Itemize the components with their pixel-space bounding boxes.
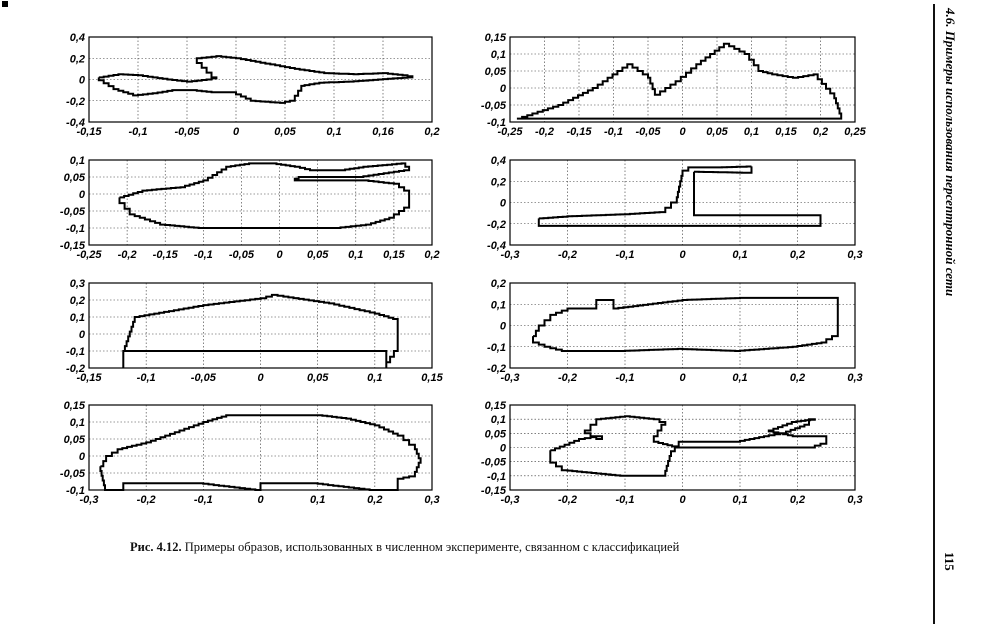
x-tick-label: -0,1 bbox=[193, 249, 213, 261]
x-tick-label: 0 bbox=[257, 494, 264, 506]
x-tick-label: -0,3 bbox=[500, 249, 520, 261]
x-tick-label: -0,15 bbox=[76, 126, 102, 138]
shape-contour bbox=[533, 298, 838, 351]
x-tick-label: 0,1 bbox=[348, 249, 364, 261]
x-tick-label: -0,3 bbox=[500, 372, 520, 384]
x-tick-label: 0,05 bbox=[306, 249, 329, 261]
caption-text: Примеры образов, использованных в численном эксперименте, связанном с классификацией bbox=[184, 540, 680, 554]
x-tick-label: -0,05 bbox=[190, 372, 216, 384]
x-tick-label: 0,15 bbox=[775, 126, 797, 138]
y-tick-label: 0,3 bbox=[69, 278, 85, 290]
x-tick-label: -0,1 bbox=[604, 126, 623, 138]
x-tick-label: 0,3 bbox=[847, 494, 863, 506]
x-tick-label: 0,3 bbox=[424, 494, 440, 506]
y-tick-label: 0,4 bbox=[490, 155, 506, 167]
x-tick-label: 0,2 bbox=[424, 249, 440, 261]
y-tick-label: 0,15 bbox=[484, 32, 506, 44]
y-tick-label: 0,15 bbox=[63, 400, 85, 412]
x-tick-label: -0,25 bbox=[76, 249, 102, 261]
x-tick-label: -0,3 bbox=[500, 494, 520, 506]
y-tick-label: 0 bbox=[78, 329, 85, 341]
x-tick-label: 0 bbox=[276, 249, 283, 261]
y-tick-label: 0,1 bbox=[490, 49, 506, 61]
y-tick-label: -0,15 bbox=[59, 240, 85, 252]
y-tick-label: 0,1 bbox=[490, 414, 506, 427]
x-tick-label: -0,25 bbox=[497, 126, 523, 138]
shape-contour bbox=[539, 166, 821, 226]
y-tick-label: 0,2 bbox=[69, 53, 85, 66]
x-tick-label: -0,2 bbox=[535, 126, 554, 138]
y-tick-label: 0,2 bbox=[69, 295, 85, 307]
x-tick-label: 0,3 bbox=[847, 249, 863, 261]
x-tick-label: -0,1 bbox=[136, 372, 156, 384]
x-tick-label: 0,05 bbox=[306, 372, 329, 384]
caption-label: Рис. 4.12. bbox=[130, 540, 182, 554]
y-tick-label: 0 bbox=[499, 83, 506, 95]
x-tick-label: -0,2 bbox=[117, 249, 137, 261]
y-tick-label: 0 bbox=[78, 451, 85, 463]
y-tick-label: 0,1 bbox=[69, 417, 85, 429]
y-tick-label: -0,05 bbox=[59, 206, 85, 218]
y-tick-label: -0,1 bbox=[487, 117, 506, 129]
y-tick-label: -0,2 bbox=[487, 218, 506, 231]
y-tick-label: 0,1 bbox=[69, 312, 85, 324]
y-tick-label: 0 bbox=[499, 442, 506, 455]
x-tick-label: 0,1 bbox=[732, 372, 748, 384]
x-tick-label: -0,2 bbox=[558, 372, 577, 384]
x-tick-label: 0,2 bbox=[789, 494, 806, 506]
x-tick-label: -0,2 bbox=[558, 249, 577, 261]
x-tick-label: 0,1 bbox=[367, 372, 383, 384]
y-tick-label: -0,4 bbox=[66, 117, 85, 129]
x-tick-label: 0,16 bbox=[372, 126, 394, 138]
y-tick-label: 0,05 bbox=[484, 66, 506, 78]
x-tick-label: 0,25 bbox=[844, 126, 866, 138]
y-tick-label: -0,1 bbox=[66, 223, 85, 235]
y-tick-label: 0 bbox=[499, 197, 506, 210]
panel-7 bbox=[60, 400, 440, 506]
y-tick-label: 0,2 bbox=[490, 176, 506, 189]
y-tick-label: 0,05 bbox=[484, 428, 506, 441]
x-tick-label: 0 bbox=[679, 372, 686, 384]
x-tick-label: -0,3 bbox=[79, 494, 99, 506]
x-tick-label: -0,1 bbox=[615, 494, 635, 506]
x-tick-label: -0,1 bbox=[193, 494, 213, 506]
x-tick-label: -0,1 bbox=[615, 249, 635, 261]
running-title: 4.6. Примеры использования персептронной сети bbox=[943, 8, 958, 297]
x-tick-label: 0 bbox=[232, 126, 240, 138]
y-tick-label: -0,4 bbox=[487, 240, 506, 252]
panel-5 bbox=[66, 278, 444, 384]
x-tick-label: 0 bbox=[679, 126, 686, 138]
panel-4 bbox=[487, 155, 863, 261]
y-tick-label: -0,05 bbox=[480, 100, 506, 112]
shape-contour bbox=[550, 416, 826, 476]
y-tick-label: -0,2 bbox=[487, 363, 506, 375]
x-tick-label: 0,05 bbox=[706, 126, 728, 138]
y-tick-label: -0,1 bbox=[487, 341, 506, 354]
plot-frame bbox=[89, 160, 432, 245]
y-tick-label: 0,1 bbox=[490, 299, 506, 312]
panel-8 bbox=[481, 400, 863, 506]
panel-3 bbox=[60, 155, 440, 261]
x-tick-label: -0,2 bbox=[136, 494, 156, 506]
x-tick-label: -0,05 bbox=[228, 249, 254, 261]
page-number-text: 115 bbox=[942, 552, 957, 571]
panel-6 bbox=[487, 278, 863, 384]
x-tick-label: 0,2 bbox=[789, 372, 806, 384]
page-number bbox=[940, 552, 964, 592]
y-tick-label: 0,1 bbox=[69, 155, 85, 167]
x-tick-label: 0,1 bbox=[743, 126, 760, 138]
x-tick-label: 0,15 bbox=[383, 249, 405, 261]
x-tick-label: -0,15 bbox=[76, 372, 102, 384]
margin-rule bbox=[933, 4, 935, 624]
running-header bbox=[940, 8, 964, 348]
y-tick-label: -0,2 bbox=[66, 95, 85, 108]
y-tick-label: 0,05 bbox=[63, 434, 85, 446]
x-tick-label: 0 bbox=[679, 249, 686, 261]
x-tick-label: 0,05 bbox=[274, 126, 296, 138]
y-tick-label: 0,2 bbox=[490, 278, 506, 290]
y-tick-label: -0,2 bbox=[66, 363, 85, 375]
panel-2 bbox=[481, 32, 867, 138]
x-tick-label: -0,05 bbox=[635, 126, 661, 138]
x-tick-label: 0,1 bbox=[310, 494, 326, 506]
x-tick-label: 0,1 bbox=[326, 126, 342, 138]
y-tick-label: -0,1 bbox=[66, 346, 85, 358]
x-tick-label: -0,1 bbox=[128, 126, 148, 138]
x-tick-label: -0,1 bbox=[615, 372, 635, 384]
x-tick-label: 0 bbox=[679, 494, 686, 506]
x-tick-label: 0,2 bbox=[367, 494, 383, 506]
y-tick-label: -0,05 bbox=[480, 456, 506, 469]
y-tick-label: 0,05 bbox=[63, 172, 85, 184]
y-tick-label: -0,15 bbox=[480, 485, 506, 497]
figure-caption bbox=[130, 540, 890, 555]
x-tick-label: 0,1 bbox=[732, 249, 748, 261]
y-tick-label: -0,05 bbox=[59, 468, 85, 480]
x-tick-label: 0,1 bbox=[732, 494, 748, 506]
y-tick-label: -0,1 bbox=[66, 485, 85, 497]
x-tick-label: -0,15 bbox=[566, 126, 592, 138]
panel-1 bbox=[66, 32, 440, 138]
y-tick-label: 0,15 bbox=[484, 400, 506, 412]
x-tick-label: 0 bbox=[257, 372, 264, 384]
shape-contour bbox=[120, 163, 410, 228]
x-tick-label: 0,2 bbox=[789, 249, 806, 261]
shape-contour bbox=[517, 44, 841, 119]
x-tick-label: -0,05 bbox=[174, 126, 200, 138]
x-tick-label: 0,2 bbox=[424, 126, 440, 138]
x-tick-label: -0,15 bbox=[152, 249, 178, 261]
x-tick-label: 0,3 bbox=[847, 372, 863, 384]
x-tick-label: 0,15 bbox=[421, 372, 443, 384]
y-tick-label: 0 bbox=[78, 189, 85, 201]
x-tick-label: -0,2 bbox=[558, 494, 577, 506]
x-tick-label: 0,2 bbox=[812, 126, 829, 138]
y-tick-label: 0 bbox=[78, 74, 85, 87]
y-tick-label: 0 bbox=[499, 320, 506, 333]
y-tick-label: 0,4 bbox=[69, 32, 85, 44]
y-tick-label: -0,1 bbox=[487, 470, 506, 483]
